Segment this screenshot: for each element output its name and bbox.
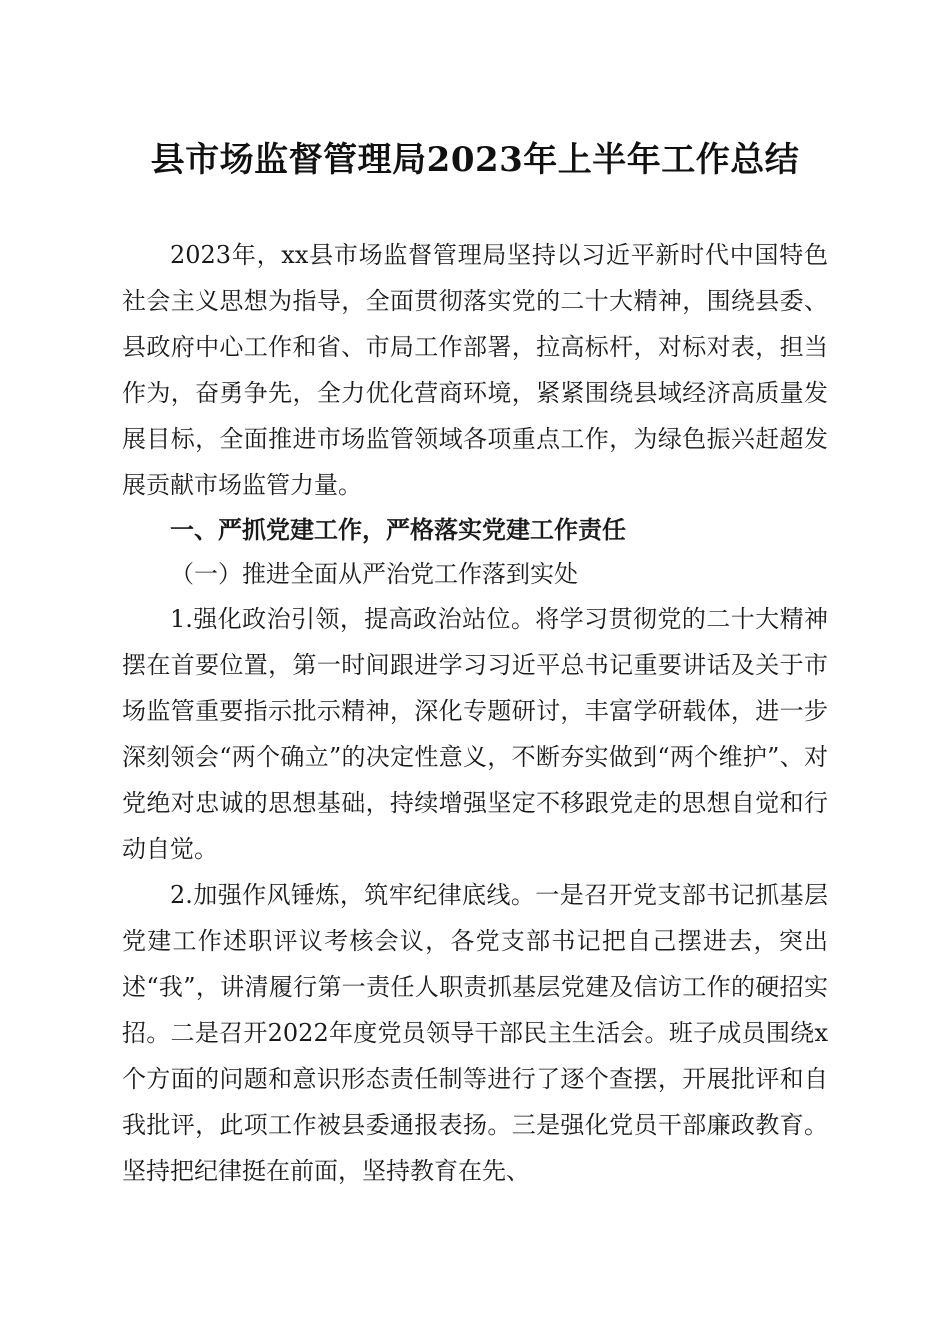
subsection-heading-1: （一）推进全面从严治党工作落到实处 [170,560,578,588]
document-title: 县市场监督管理局2023年上半年工作总结 [150,140,800,180]
item-paragraph-1: 1.强化政治引领，提高政治站位。将学习贯彻党的二十大精神摆在首要位置，第一时间跟进学习习近平总书记重要讲话及关于市场监管重要指示批示精神，深化专题研讨，丰富学研载体，进一步深刻领会“两个确立”的决定性意义，不断夯实做到“两个维护”、对党绝对忠诚的思想基础，持续增强坚定不移跟党走的思想自觉和行动自觉。 [122,605,828,863]
intro-paragraph: 2023年，xx县市场监督管理局坚持以习近平新时代中国特色社会主义思想为指导，全面贯彻落实党的二十大精神，围绕县委、县政府中心工作和省、市局工作部署，拉高标杆，对标对表，担当作为，奋勇争先，全力优化营商环境，紧紧围绕县域经济高质量发展目标，全面推进市场监管领域各项重点工作，为绿色振兴赶超发展贡献市场监管力量。 [122,241,828,499]
document-body [122,232,828,1194]
item-paragraph-2: 2.加强作风锤炼，筑牢纪律底线。一是召开党支部书记抓基层党建工作述职评议考核会议，各党支部书记把自己摆进去，突出述“我”，讲清履行第一责任人职责抓基层党建及信访工作的硬招实招。二是召开2022年度党员领导干部民主生活会。班子成员围绕x个方面的问题和意识形态责任制等进行了逐个查摆，开展批评和自我批评，此项工作被县委通报表扬。三是强化党员干部廉政教育。坚持把纪律挺在前面，坚持教育在先、 [122,881,828,1185]
section-heading-1: 一、严抓党建工作，严格落实党建工作责任 [170,516,626,544]
